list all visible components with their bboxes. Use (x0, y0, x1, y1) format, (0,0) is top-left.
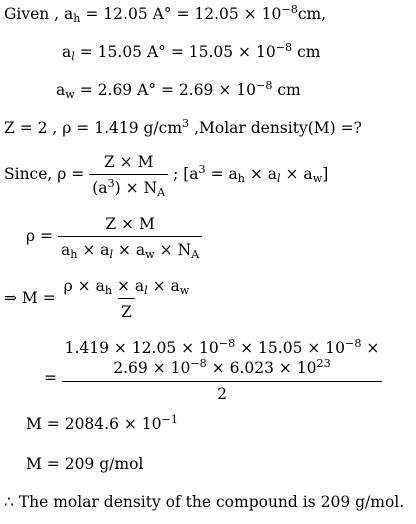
implies-prefix: ⇒ M = (4, 289, 61, 307)
ah-value: = 12.05 A° = 12.05 × 10 (80, 5, 282, 23)
since-formula-line (4, 152, 328, 198)
z-rho-line (4, 118, 362, 138)
m-value-exponent: −1 (161, 412, 178, 426)
m-final-text: M = 209 g/mol (26, 455, 144, 473)
ah-unit: cm, (297, 5, 327, 23)
calc-denominator: 2 (217, 385, 227, 403)
rho-formula-line (26, 214, 202, 260)
al-exponent: −8 (275, 40, 293, 54)
rho-fraction (58, 214, 202, 260)
ah-exponent: −8 (281, 2, 298, 16)
implies-formula-line (4, 276, 192, 322)
aw-symbol: $a_w$ (56, 81, 75, 101)
al-value: = 15.05 A° = 15.05 × 10 (74, 43, 276, 61)
since-numerator: Z × M (103, 153, 154, 171)
given-al-line (62, 42, 320, 62)
given-ah-line (4, 4, 326, 24)
m-result-line1 (26, 414, 178, 434)
calc-fraction (62, 338, 382, 404)
aw-value: = 2.69 A° = 2.69 × 10 (74, 81, 256, 99)
volume-definition: ; $[a^3 = a_h \times a_l \times a_w]$ (168, 162, 329, 185)
ah-symbol: $a_h$ (64, 5, 81, 25)
rho-numerator: Z × M (105, 215, 155, 233)
implies-denominator: Z (118, 298, 135, 322)
since-prefix: Since, ρ = (4, 165, 90, 183)
calc-equals: = (44, 369, 57, 387)
since-fraction (89, 152, 168, 198)
z-rho-text: Z = 2 , ρ = 1.419 g/cm (4, 119, 183, 137)
implies-fraction (61, 276, 193, 322)
cm-cubed-exponent: 3 (182, 116, 190, 130)
m-value-text: M = 2084.6 × 10 (26, 415, 162, 433)
calc-numerator-row1: $1.419 \times 12.05 \times 10^{-8} \times 15.05 \times 10^{-8}$ × (64, 336, 380, 357)
al-symbol: $a_l$ (62, 43, 75, 63)
rho-denominator: $a_h \times a_l \times a_w \times N_A$ (58, 236, 202, 260)
calc-numerator-row2: $2.69 \times 10^{-8} \times 6.023 \times 10^{23}$ (62, 358, 382, 382)
molar-density-question: ,Molar density(M) =? (189, 119, 362, 137)
aw-unit: cm (272, 81, 301, 99)
al-unit: cm (292, 43, 321, 61)
conclusion-line (4, 492, 404, 512)
given-intro: Given , (4, 5, 60, 23)
implies-numerator: $\rho \times a_h \times a_l \times a_w$ (63, 277, 190, 297)
since-denominator: $(a^3) \times N_A$ (89, 174, 168, 198)
given-aw-line (56, 80, 301, 100)
m-result-line2 (26, 454, 143, 474)
rho-prefix: ρ = (26, 227, 58, 245)
aw-exponent: −8 (255, 78, 273, 92)
conclusion-text: ∴ The molar density of the compound is 209 g/mol. (4, 493, 405, 511)
